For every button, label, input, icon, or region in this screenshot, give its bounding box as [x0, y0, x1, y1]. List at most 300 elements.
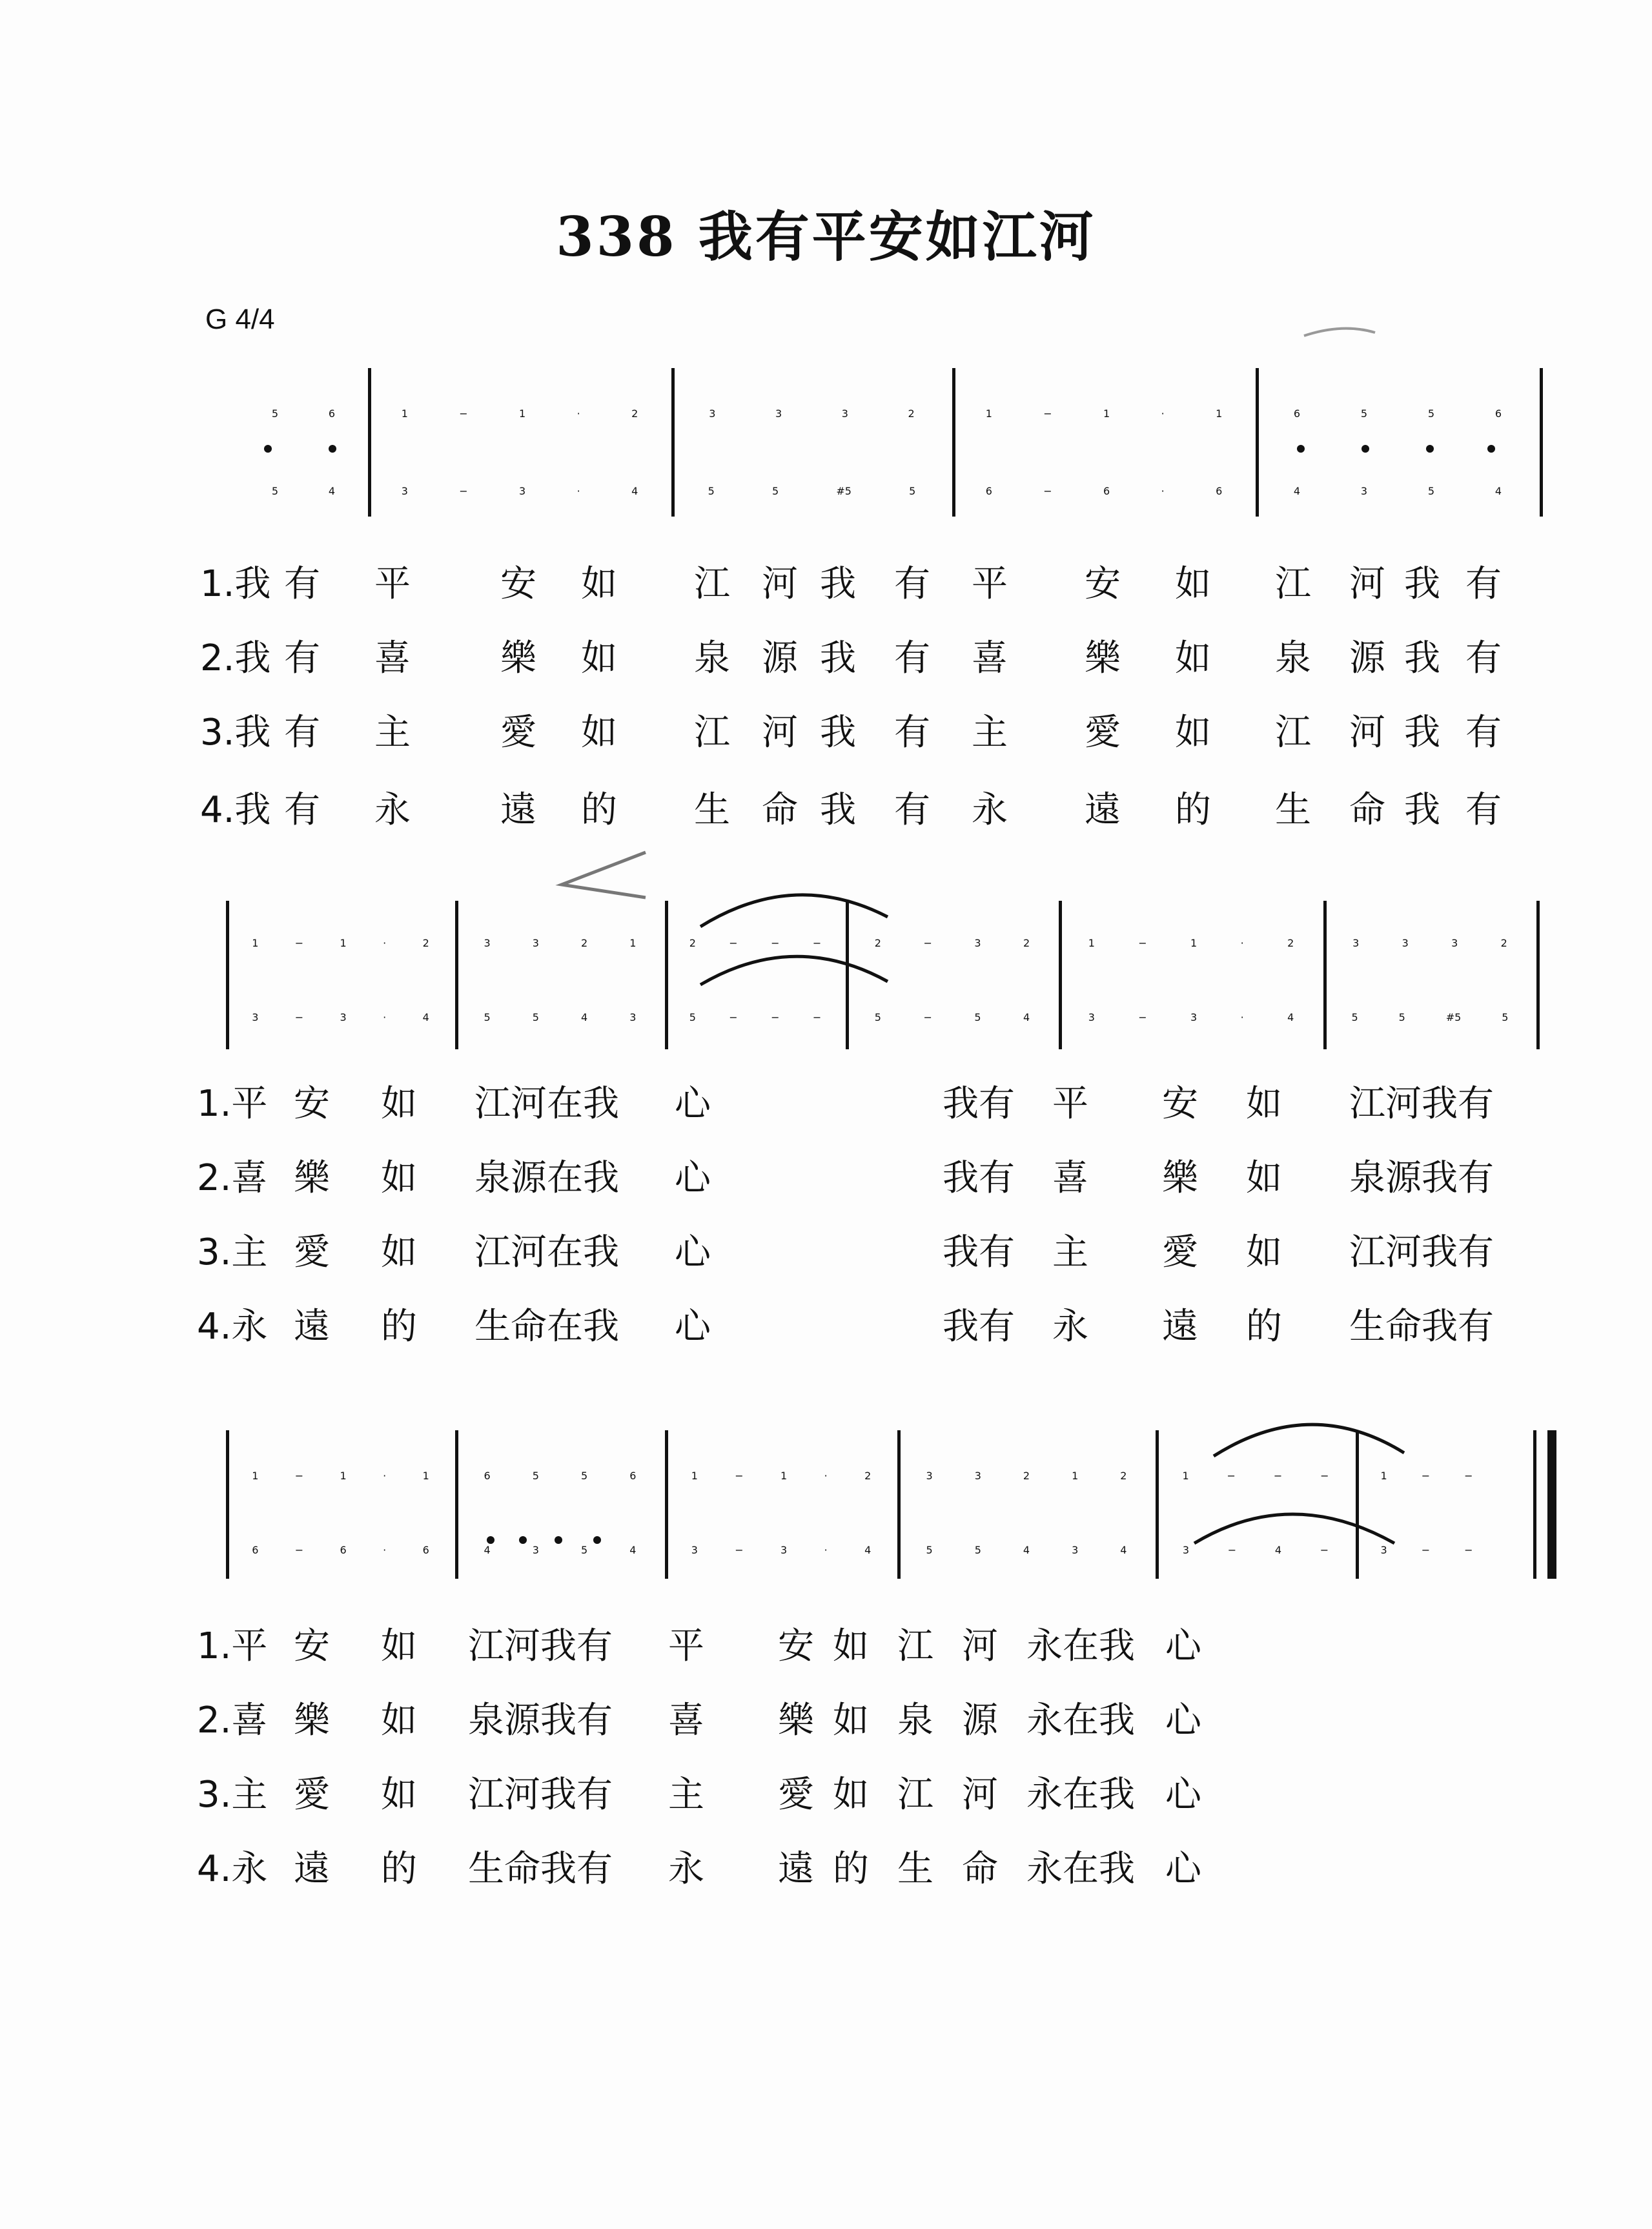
lyric-syllable: 命 — [962, 1848, 998, 1890]
note: − — [812, 936, 822, 949]
lyric-syllable: 有 — [284, 712, 320, 754]
note: 2 — [1120, 1469, 1127, 1482]
note: 4 — [1494, 484, 1502, 497]
lyric-syllable: 有 — [284, 789, 320, 831]
note: 4 — [631, 484, 638, 497]
note: 6 — [1103, 484, 1110, 497]
lyric-syllable: 永在我 — [1026, 1774, 1135, 1816]
note: − — [1138, 936, 1147, 949]
lyric-syllable: 江 — [694, 563, 730, 605]
lyric-syllable: 有 — [284, 563, 320, 605]
note: · — [383, 1011, 387, 1023]
lyric-syllable: 安 — [1085, 563, 1121, 605]
lyric-syllable: 遠 — [1162, 1306, 1198, 1348]
lyric-syllable: 愛 — [1162, 1231, 1198, 1273]
lyric-syllable: 喜 — [1052, 1157, 1088, 1199]
lyric-syllable: 有 — [894, 563, 930, 605]
note: − — [459, 407, 468, 420]
lyric-syllable: 4.永 — [197, 1306, 268, 1348]
note: − — [1320, 1543, 1329, 1556]
note: 3 — [1352, 936, 1360, 949]
note: 4 — [581, 1011, 588, 1023]
note: 5 — [1502, 1011, 1509, 1023]
note: 3 — [401, 484, 408, 497]
note: 1 — [629, 936, 637, 949]
lyric-syllable: 愛 — [294, 1774, 330, 1816]
octave-dot — [593, 1536, 601, 1544]
lyric-syllable: 江河在我 — [474, 1083, 619, 1125]
lyric-syllable: 源 — [762, 637, 798, 679]
note: 1 — [1103, 407, 1110, 420]
lyric-syllable: 主 — [374, 712, 411, 754]
key-signature: G 4/4 — [205, 303, 275, 335]
note: 6 — [484, 1469, 491, 1482]
lyric-syllable: 生 — [897, 1848, 933, 1890]
lyric-syllable: 我 — [1404, 637, 1440, 679]
note: 5 — [271, 407, 279, 420]
lyric-syllable: 如 — [1175, 563, 1211, 605]
octave-dot — [1426, 445, 1434, 453]
lyric-syllable: 的 — [1246, 1306, 1282, 1348]
note: 3 — [1402, 936, 1409, 949]
note: 2 — [581, 936, 588, 949]
lyric-syllable: 永 — [374, 789, 411, 831]
note: 3 — [484, 936, 491, 949]
octave-dot — [329, 445, 336, 453]
note: − — [812, 1011, 822, 1023]
lyric-syllable: 如 — [581, 637, 617, 679]
lyric-syllable: 泉 — [1275, 637, 1311, 679]
lyric-syllable: 如 — [381, 1083, 417, 1125]
note: − — [294, 936, 304, 949]
octave-dot — [1361, 445, 1369, 453]
lyric-syllable: 江河我有 — [468, 1774, 613, 1816]
lyric-syllable: 如 — [581, 563, 617, 605]
octave-dot — [264, 445, 272, 453]
note: 1 — [519, 407, 526, 420]
lyric-syllable: 我 — [820, 712, 856, 754]
lyric-syllable: 的 — [1175, 789, 1211, 831]
note: · — [1161, 407, 1165, 420]
lyric-syllable: 如 — [833, 1700, 869, 1741]
lyric-syllable: 生 — [694, 789, 730, 831]
lyric-syllable: 心 — [675, 1157, 711, 1199]
lyric-syllable: 泉源我有 — [468, 1700, 613, 1741]
note: 3 — [519, 484, 526, 497]
lyric-syllable: 命 — [762, 789, 798, 831]
lyric-syllable: 生命我有 — [468, 1848, 613, 1890]
tie-soprano — [700, 895, 888, 927]
note: 2 — [689, 936, 696, 949]
lyric-syllable: 如 — [1246, 1083, 1282, 1125]
lyric-syllable: 喜 — [374, 637, 411, 679]
note: − — [1464, 1469, 1473, 1482]
note: − — [459, 484, 468, 497]
lyric-syllable: 如 — [833, 1625, 869, 1667]
lyric-syllable: 江 — [897, 1625, 933, 1667]
note: − — [1043, 484, 1052, 497]
note: 3 — [926, 1469, 933, 1482]
note: · — [1161, 484, 1165, 497]
note: − — [1138, 1011, 1147, 1023]
note: 2 — [908, 407, 915, 420]
note: · — [576, 407, 580, 420]
lyric-syllable: 永在我 — [1026, 1700, 1135, 1741]
note: 4 — [629, 1543, 637, 1556]
note: 5 — [974, 1543, 981, 1556]
note: − — [1227, 1543, 1237, 1556]
lyric-syllable: 3.主 — [197, 1774, 268, 1816]
note: 3 — [1072, 1543, 1079, 1556]
lyric-syllable: 永 — [972, 789, 1008, 831]
note: 3 — [1451, 936, 1458, 949]
note: 5 — [874, 1011, 881, 1023]
lyric-syllable: 2.喜 — [197, 1700, 268, 1741]
note: 2 — [1287, 936, 1294, 949]
lyric-syllable: 江河我有 — [1349, 1231, 1494, 1273]
note: 3 — [691, 1543, 698, 1556]
note: 3 — [841, 407, 848, 420]
note: 1 — [1380, 1469, 1387, 1482]
lyric-syllable: 如 — [381, 1700, 417, 1741]
lyric-syllable: 如 — [381, 1231, 417, 1273]
note: 1 — [691, 1469, 698, 1482]
note: 3 — [974, 936, 981, 949]
lyric-syllable: 泉源在我 — [474, 1157, 619, 1199]
lyric-syllable: 遠 — [294, 1848, 330, 1890]
note: 5 — [1360, 407, 1368, 420]
lyric-syllable: 永 — [1052, 1306, 1088, 1348]
note: 6 — [422, 1543, 429, 1556]
lyric-syllable: 河 — [762, 563, 798, 605]
lyric-syllable: 有 — [894, 789, 930, 831]
note: − — [729, 936, 738, 949]
lyric-syllable: 如 — [1246, 1231, 1282, 1273]
note: 5 — [909, 484, 916, 497]
note: 3 — [1088, 1011, 1095, 1023]
octave-dot — [555, 1536, 562, 1544]
note: · — [383, 1543, 387, 1556]
note: #5 — [1445, 1011, 1462, 1023]
note: − — [735, 1543, 744, 1556]
note: 4 — [1293, 484, 1301, 497]
note: 4 — [328, 484, 336, 497]
note: 4 — [484, 1543, 491, 1556]
lyric-syllable: 源 — [1349, 637, 1385, 679]
note: 1 — [1216, 407, 1223, 420]
note: 5 — [1427, 484, 1435, 497]
lyric-syllable: 心 — [675, 1231, 711, 1273]
lyric-syllable: 河 — [962, 1774, 998, 1816]
note: 1 — [252, 936, 259, 949]
note: · — [824, 1543, 828, 1556]
note: · — [1240, 936, 1244, 949]
lyric-syllable: 如 — [1246, 1157, 1282, 1199]
lyric-syllable: 江河我有 — [468, 1625, 613, 1667]
note: 4 — [422, 1011, 429, 1023]
note: 5 — [532, 1469, 539, 1482]
note: 2 — [1023, 1469, 1030, 1482]
note: 6 — [328, 407, 336, 420]
note: 3 — [775, 407, 782, 420]
lyric-syllable: 生命我有 — [1349, 1306, 1494, 1348]
lyric-syllable: 主 — [1052, 1231, 1088, 1273]
note: · — [383, 1469, 387, 1482]
lyric-syllable: 愛 — [778, 1774, 814, 1816]
note: · — [383, 936, 387, 949]
lyric-syllable: 如 — [1175, 712, 1211, 754]
lyric-syllable: 如 — [833, 1774, 869, 1816]
lyric-syllable: 遠 — [778, 1848, 814, 1890]
lyric-syllable: 愛 — [294, 1231, 330, 1273]
note: 1 — [252, 1469, 259, 1482]
lyric-syllable: 的 — [833, 1848, 869, 1890]
tie-soprano — [1214, 1424, 1404, 1456]
note: 2 — [1023, 936, 1030, 949]
lyric-syllable: 我 — [1404, 789, 1440, 831]
note: 1 — [340, 1469, 347, 1482]
note: 1 — [401, 407, 408, 420]
lyric-syllable: 如 — [1175, 637, 1211, 679]
lyric-syllable: 2.我 — [200, 637, 271, 679]
note: 1 — [340, 936, 347, 949]
octave-dot — [519, 1536, 527, 1544]
note: − — [771, 1011, 780, 1023]
lyric-syllable: 有 — [284, 637, 320, 679]
note: − — [729, 1011, 738, 1023]
note: 3 — [532, 936, 539, 949]
note: 4 — [1023, 1011, 1030, 1023]
note: − — [294, 1469, 304, 1482]
note: · — [824, 1469, 828, 1482]
note: − — [1464, 1543, 1473, 1556]
octave-dot — [1297, 445, 1305, 453]
lyric-syllable: 有 — [894, 712, 930, 754]
octave-dot — [1487, 445, 1495, 453]
hymn-title: 338 我有平安如江河 — [556, 205, 1096, 269]
note: 5 — [974, 1011, 981, 1023]
lyric-syllable: 的 — [381, 1306, 417, 1348]
lyric-syllable: 遠 — [500, 789, 536, 831]
note: 3 — [252, 1011, 259, 1023]
lyric-syllable: 的 — [581, 789, 617, 831]
note: 2 — [631, 407, 638, 420]
lyric-syllable: 3.我 — [200, 712, 271, 754]
lyric-syllable: 平 — [668, 1625, 704, 1667]
note: 3 — [1182, 1543, 1190, 1556]
lyric-syllable: 4.我 — [200, 789, 271, 831]
note: 4 — [864, 1543, 872, 1556]
lyric-syllable: 1.平 — [197, 1625, 268, 1667]
note: 3 — [1380, 1543, 1387, 1556]
lyric-syllable: 樂 — [294, 1700, 330, 1741]
note: · — [576, 484, 580, 497]
lyric-syllable: 河 — [962, 1625, 998, 1667]
lyric-syllable: 生 — [1275, 789, 1311, 831]
lyric-syllable: 平 — [374, 563, 411, 605]
octave-dot — [487, 1536, 495, 1544]
note: 6 — [1216, 484, 1223, 497]
lyric-syllable: 有 — [1465, 563, 1502, 605]
note: 3 — [709, 407, 716, 420]
note: − — [1320, 1469, 1329, 1482]
lyric-syllable: 永 — [668, 1848, 704, 1890]
note: − — [1421, 1469, 1431, 1482]
note: 2 — [1500, 936, 1507, 949]
lyric-syllable: 主 — [972, 712, 1008, 754]
note: − — [1421, 1543, 1431, 1556]
lyric-syllable: 江 — [694, 712, 730, 754]
lyric-syllable: 主 — [668, 1774, 704, 1816]
lyric-syllable: 有 — [894, 637, 930, 679]
note: − — [735, 1469, 744, 1482]
lyric-syllable: 1.我 — [200, 563, 271, 605]
lyric-syllable: 樂 — [294, 1157, 330, 1199]
note: 1 — [780, 1469, 788, 1482]
note: 6 — [1494, 407, 1502, 420]
lyric-syllable: 命 — [1349, 789, 1385, 831]
lyric-syllable: 我有 — [943, 1306, 1015, 1348]
note: 3 — [629, 1011, 637, 1023]
lyric-syllable: 有 — [1465, 637, 1502, 679]
note: − — [294, 1011, 304, 1023]
lyric-syllable: 河 — [762, 712, 798, 754]
note: 3 — [1190, 1011, 1198, 1023]
lyric-syllable: 安 — [1162, 1083, 1198, 1125]
lyric-syllable: 泉源我有 — [1349, 1157, 1494, 1199]
note: 5 — [708, 484, 715, 497]
note: 5 — [1398, 1011, 1405, 1023]
lyric-syllable: 如 — [581, 712, 617, 754]
lyric-syllable: 泉 — [897, 1700, 933, 1741]
lyric-syllable: 泉 — [694, 637, 730, 679]
lyric-syllable: 2.喜 — [197, 1157, 268, 1199]
note: 3 — [340, 1011, 347, 1023]
lyric-syllable: 樂 — [1085, 637, 1121, 679]
lyric-syllable: 樂 — [500, 637, 536, 679]
lyric-syllable: 永在我 — [1026, 1625, 1135, 1667]
note: − — [1043, 407, 1052, 420]
lyric-syllable: 江河我有 — [1349, 1083, 1494, 1125]
lyric-syllable: 我 — [820, 789, 856, 831]
note: 3 — [780, 1543, 788, 1556]
lyric-syllable: 心 — [675, 1083, 711, 1125]
lyric-syllable: 有 — [1465, 712, 1502, 754]
lyric-syllable: 遠 — [294, 1306, 330, 1348]
lyric-syllable: 安 — [294, 1625, 330, 1667]
lyric-syllable: 我 — [1404, 712, 1440, 754]
note: 4 — [1023, 1543, 1030, 1556]
note: 6 — [629, 1469, 637, 1482]
lyric-syllable: 安 — [778, 1625, 814, 1667]
note: 6 — [340, 1543, 347, 1556]
note: − — [1227, 1469, 1236, 1482]
lyric-syllable: 江 — [1275, 712, 1311, 754]
pencil-mark — [1304, 329, 1375, 336]
lyric-syllable: 我 — [820, 637, 856, 679]
lyric-syllable: 平 — [1052, 1083, 1088, 1125]
note: #5 — [836, 484, 851, 497]
lyric-syllable: 心 — [1165, 1625, 1201, 1667]
lyric-syllable: 我 — [1404, 563, 1440, 605]
note: 2 — [874, 936, 881, 949]
lyric-syllable: 愛 — [500, 712, 536, 754]
lyric-syllable: 生命在我 — [474, 1306, 619, 1348]
lyric-syllable: 愛 — [1085, 712, 1121, 754]
tie-alto — [1194, 1514, 1394, 1543]
lyric-syllable: 的 — [381, 1848, 417, 1890]
note: 3 — [1360, 484, 1368, 497]
lyric-syllable: 我 — [820, 563, 856, 605]
note: 5 — [581, 1543, 588, 1556]
lyric-syllable: 遠 — [1085, 789, 1121, 831]
note: 5 — [271, 484, 279, 497]
note: 5 — [532, 1011, 539, 1023]
note: 5 — [1427, 407, 1435, 420]
lyric-syllable: 我有 — [943, 1157, 1015, 1199]
note: 4 — [1120, 1543, 1127, 1556]
lyric-syllable: 平 — [972, 563, 1008, 605]
lyric-syllable: 心 — [1165, 1700, 1201, 1741]
lyric-syllable: 如 — [381, 1774, 417, 1816]
lyric-syllable: 有 — [1465, 789, 1502, 831]
note: − — [1273, 1469, 1283, 1482]
lyric-syllable: 江 — [1275, 563, 1311, 605]
lyric-syllable: 我有 — [943, 1083, 1015, 1125]
note: − — [923, 1011, 932, 1023]
note: 4 — [1287, 1011, 1294, 1023]
lyric-syllable: 我有 — [943, 1231, 1015, 1273]
note: 5 — [484, 1011, 491, 1023]
note: − — [771, 936, 780, 949]
lyric-syllable: 江河在我 — [474, 1231, 619, 1273]
note: 5 — [689, 1011, 696, 1023]
lyric-syllable: 心 — [675, 1306, 711, 1348]
lyric-syllable: 安 — [500, 563, 536, 605]
lyric-syllable: 永在我 — [1026, 1848, 1135, 1890]
lyric-syllable: 喜 — [668, 1700, 704, 1741]
lyric-syllable: 如 — [381, 1625, 417, 1667]
lyric-syllable: 河 — [1349, 712, 1385, 754]
lyric-syllable: 喜 — [972, 637, 1008, 679]
lyric-syllable: 心 — [1165, 1774, 1201, 1816]
note: 5 — [771, 484, 779, 497]
lyric-syllable: 4.永 — [197, 1848, 268, 1890]
note: 6 — [252, 1543, 259, 1556]
note: 6 — [1293, 407, 1301, 420]
note: 6 — [985, 484, 992, 497]
note: 1 — [1182, 1469, 1189, 1482]
note: 2 — [864, 1469, 872, 1482]
note: − — [923, 936, 932, 949]
note: 1 — [1072, 1469, 1079, 1482]
pencil-crescendo — [562, 852, 646, 898]
note: 1 — [422, 1469, 429, 1482]
lyric-syllable: 源 — [962, 1700, 998, 1741]
note: 3 — [974, 1469, 981, 1482]
lyric-syllable: 1.平 — [197, 1083, 268, 1125]
note: 2 — [422, 936, 429, 949]
note: · — [1240, 1011, 1244, 1023]
note: 3 — [532, 1543, 539, 1556]
note: 5 — [926, 1543, 933, 1556]
note: − — [294, 1543, 304, 1556]
lyric-syllable: 江 — [897, 1774, 933, 1816]
lyric-syllable: 樂 — [778, 1700, 814, 1741]
lyric-syllable: 河 — [1349, 563, 1385, 605]
lyric-syllable: 如 — [381, 1157, 417, 1199]
lyric-syllable: 3.主 — [197, 1231, 268, 1273]
